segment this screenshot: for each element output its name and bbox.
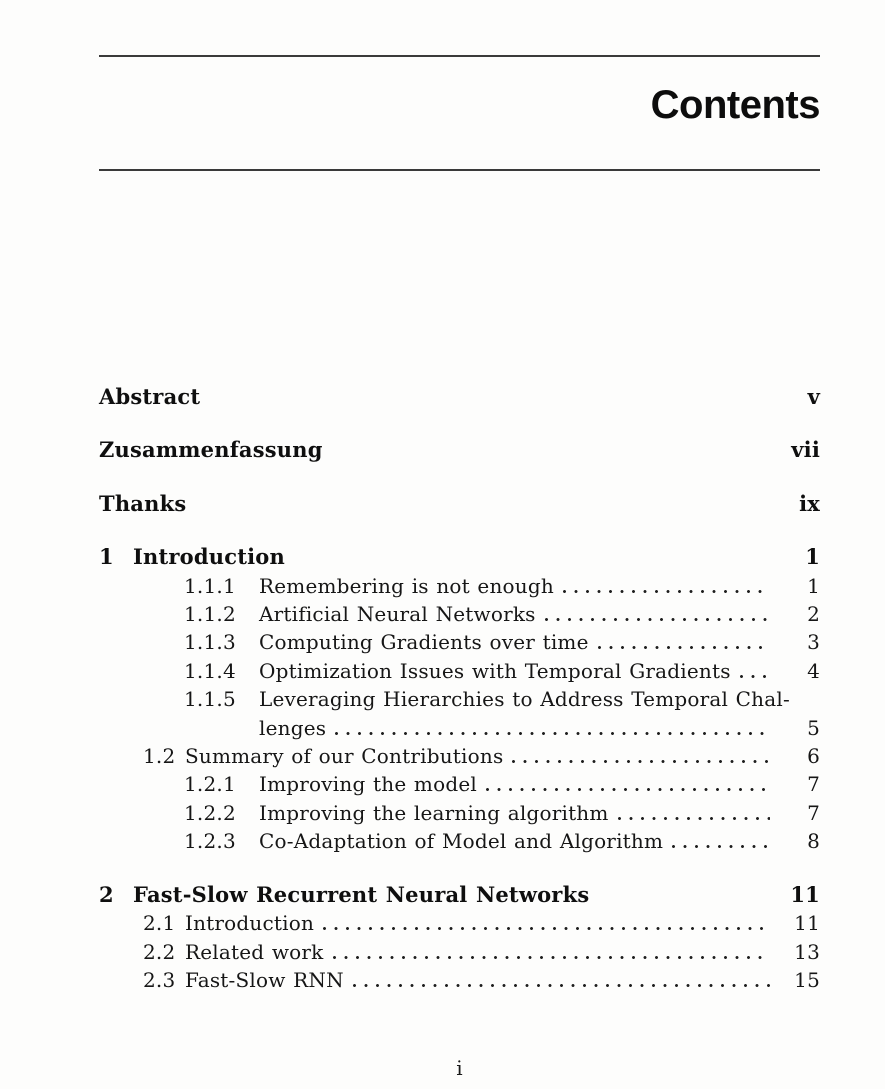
toc-entry-1-1-1 xyxy=(99,572,820,600)
entry-title: Fast-Slow Recurrent Neural Networks xyxy=(133,881,590,907)
dot-leader xyxy=(563,590,770,593)
toc-entry-2-3 xyxy=(99,966,820,994)
entry-page: 1 xyxy=(805,544,820,570)
dot-leader xyxy=(545,618,770,621)
entry-title: Fast-Slow RNN xyxy=(185,967,344,992)
dot-leader xyxy=(335,732,770,735)
entry-title: Introduction xyxy=(185,911,315,936)
toc-front-entry-thanks xyxy=(99,490,820,518)
entry-page: 1 xyxy=(807,573,820,598)
entry-page: 15 xyxy=(794,967,820,992)
toc-entry-1-2-1 xyxy=(99,770,820,798)
entry-number: 1.2.1 xyxy=(184,772,236,797)
dot-leader xyxy=(598,646,770,649)
entry-number: 2 xyxy=(99,881,114,907)
entry-number: 1.1.4 xyxy=(184,658,236,683)
entry-page: v xyxy=(807,384,820,409)
entry-title: Artificial Neural Networks xyxy=(259,602,536,627)
entry-number: 1 xyxy=(99,544,114,570)
entry-number: 2.2 xyxy=(143,939,176,964)
toc-entry-1-2-3 xyxy=(99,827,820,855)
entry-title: Improving the learning algorithm xyxy=(259,800,609,825)
toc-entry-1-1-5-line1 xyxy=(99,685,820,713)
toc-entry-1-1-2 xyxy=(99,600,820,628)
dot-leader xyxy=(672,845,770,848)
entry-number: 2.1 xyxy=(143,911,176,936)
dot-leader xyxy=(353,984,770,987)
entry-title: Thanks xyxy=(99,490,187,516)
entry-number: 1.1.2 xyxy=(184,602,236,627)
entry-title: Introduction xyxy=(133,544,285,570)
entry-title: Remembering is not enough xyxy=(259,573,554,598)
dot-leader xyxy=(333,956,771,959)
entry-title: Optimization Issues with Temporal Gradients xyxy=(259,658,731,683)
entry-number: 1.2.2 xyxy=(184,800,236,825)
toc-entry-1-2-2 xyxy=(99,799,820,827)
header-rule-bottom xyxy=(99,169,820,171)
toc-entry-1-1-5-line2 xyxy=(99,714,820,742)
entry-page: ix xyxy=(799,490,820,516)
entry-page: 11 xyxy=(790,881,820,907)
entry-title: Abstract xyxy=(99,384,201,409)
entry-title: Summary of our Contributions xyxy=(185,744,504,769)
entry-title: Leveraging Hierarchies to Address Temporal Chal- xyxy=(259,687,790,712)
entry-number: 1.1.1 xyxy=(184,573,236,598)
entry-number: 1.1.3 xyxy=(184,630,236,655)
toc-entry-1-2 xyxy=(99,742,820,770)
entry-title: Co-Adaptation of Model and Algorithm xyxy=(259,829,664,854)
toc-entry-2-2 xyxy=(99,938,820,966)
entry-page: 6 xyxy=(807,744,820,769)
entry-page: 11 xyxy=(794,911,820,936)
entry-title: Improving the model xyxy=(259,772,477,797)
page-title: Contents xyxy=(650,83,820,127)
contents-page xyxy=(99,55,820,994)
toc-front-entry-abstract xyxy=(99,383,820,411)
page-footer xyxy=(99,1056,820,1080)
entry-number: 1.2 xyxy=(143,744,176,769)
entry-page: 7 xyxy=(807,772,820,797)
toc-front-entry-zusammenfassung xyxy=(99,436,820,464)
toc-entry-1-1-3 xyxy=(99,628,820,656)
entry-title: Computing Gradients over time xyxy=(259,630,589,655)
toc-chapter-entry-2 xyxy=(99,881,820,909)
dot-leader xyxy=(486,788,770,791)
entry-page: 2 xyxy=(807,602,820,627)
dot-leader xyxy=(740,675,770,678)
dot-leader xyxy=(323,927,770,930)
entry-page: 7 xyxy=(807,800,820,825)
toc-entry-2-1 xyxy=(99,909,820,937)
entry-title: Related work xyxy=(185,939,324,964)
toc-chapter-entry-1 xyxy=(99,543,820,571)
folio-page-number: i xyxy=(456,1056,463,1080)
header-rule-top xyxy=(99,55,820,57)
entry-number: 1.2.3 xyxy=(184,829,236,854)
entry-number: 2.3 xyxy=(143,967,176,992)
dot-leader xyxy=(512,760,770,763)
dot-leader xyxy=(618,817,770,820)
entry-title: Zusammenfassung xyxy=(99,437,323,463)
entry-page: 3 xyxy=(807,630,820,655)
entry-page: 4 xyxy=(807,658,820,683)
entry-page: 8 xyxy=(807,829,820,854)
entry-title: lenges xyxy=(259,715,327,740)
entry-number: 1.1.5 xyxy=(184,687,236,712)
entry-page: 5 xyxy=(807,715,820,740)
entry-page: 13 xyxy=(794,939,820,964)
toc-list xyxy=(99,383,820,994)
entry-page: vii xyxy=(791,437,820,463)
toc-entry-1-1-4 xyxy=(99,657,820,685)
